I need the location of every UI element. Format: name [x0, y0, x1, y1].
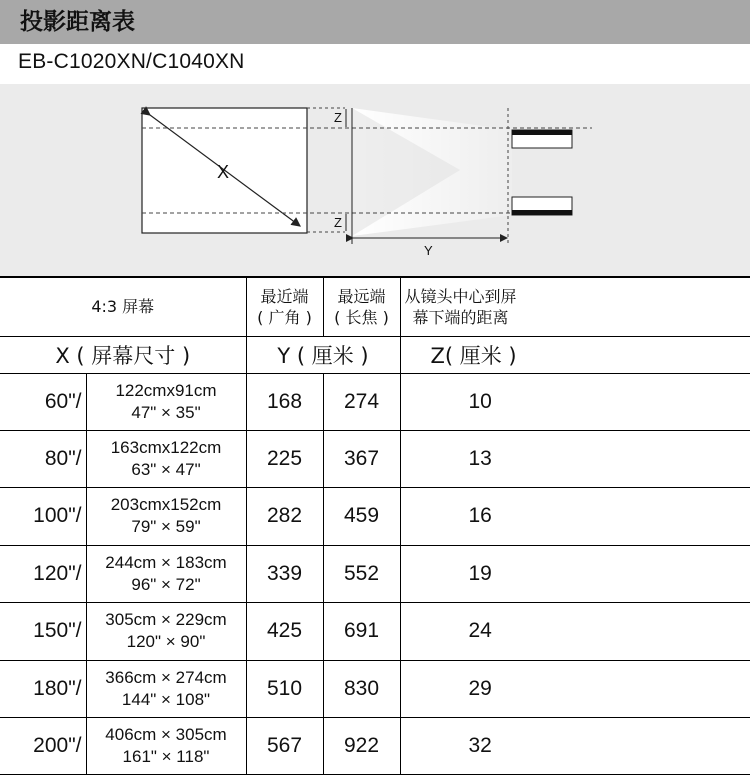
projection-diagram-svg: [0, 84, 750, 276]
screen-dimensions-cell: 244cm × 183cm 96" × 72": [86, 545, 246, 602]
screen-dimensions-cell: 406cm × 305cm 161" × 118": [86, 717, 246, 774]
x-label: X: [217, 162, 230, 182]
projector-top-icon: [512, 130, 572, 148]
screen-size-cell: 100"/: [0, 487, 86, 545]
min-distance-header: 最近端 ( 广角 ): [246, 277, 323, 336]
max-distance-cell: 367: [323, 430, 400, 487]
screen-dimensions-cell: 203cmx152cm 79" × 59": [86, 487, 246, 545]
z-top-label: Z: [334, 110, 342, 125]
screen-dimensions-cell: 163cmx122cm 63" × 47": [86, 430, 246, 487]
min-distance-cell: 168: [246, 373, 323, 430]
max-distance-cell: 691: [323, 602, 400, 660]
min-distance-cell: 567: [246, 717, 323, 774]
y-label: Y: [424, 243, 433, 258]
table-row: [0, 660, 750, 717]
z-offset-cell: 13: [400, 430, 750, 487]
z-unit-header: Z( 厘米 ): [400, 336, 750, 373]
max-distance-cell: 459: [323, 487, 400, 545]
screen-size-cell: 120"/: [0, 545, 86, 602]
screen-size-cell: 80"/: [0, 430, 86, 487]
x-unit-header: X ( 屏幕尺寸 ): [0, 336, 246, 373]
max-distance-header: 最远端 ( 长焦 ): [323, 277, 400, 336]
table-row: [0, 373, 750, 430]
table-row: [0, 430, 750, 487]
max-distance-cell: 274: [323, 373, 400, 430]
z-offset-cell: 19: [400, 545, 750, 602]
page-title: 投影距离表: [0, 0, 750, 44]
min-distance-cell: 510: [246, 660, 323, 717]
screen-size-cell: 180"/: [0, 660, 86, 717]
min-distance-cell: 282: [246, 487, 323, 545]
table-row: [0, 602, 750, 660]
z-offset-cell: 24: [400, 602, 750, 660]
z-description-header: 从镜头中心到屏 幕下端的距离: [400, 277, 750, 336]
projection-distance-table: [0, 276, 750, 775]
projection-diagram: [0, 84, 750, 276]
max-distance-cell: 552: [323, 545, 400, 602]
min-distance-cell: 339: [246, 545, 323, 602]
max-distance-cell: 830: [323, 660, 400, 717]
z-offset-cell: 32: [400, 717, 750, 774]
z-bottom-label: Z: [334, 215, 342, 230]
screen-size-cell: 60"/: [0, 373, 86, 430]
table-header-row: [0, 277, 750, 336]
screen-ratio-header: 4:3 屏幕: [0, 277, 246, 336]
table-row: [0, 717, 750, 774]
table-row: [0, 545, 750, 602]
z-offset-cell: 10: [400, 373, 750, 430]
screen-size-cell: 150"/: [0, 602, 86, 660]
min-distance-cell: 225: [246, 430, 323, 487]
z-offset-cell: 16: [400, 487, 750, 545]
table-unit-row: [0, 336, 750, 373]
screen-size-cell: 200"/: [0, 717, 86, 774]
min-distance-cell: 425: [246, 602, 323, 660]
projector-bottom-icon: [512, 197, 572, 215]
screen-dimensions-cell: 122cmx91cm 47" × 35": [86, 373, 246, 430]
screen-dimensions-cell: 366cm × 274cm 144" × 108": [86, 660, 246, 717]
screen-dimensions-cell: 305cm × 229cm 120" × 90": [86, 602, 246, 660]
z-offset-cell: 29: [400, 660, 750, 717]
y-unit-header: Y ( 厘米 ): [246, 336, 400, 373]
table-row: [0, 487, 750, 545]
max-distance-cell: 922: [323, 717, 400, 774]
model-name: EB-C1020XN/C1040XN: [18, 50, 245, 73]
